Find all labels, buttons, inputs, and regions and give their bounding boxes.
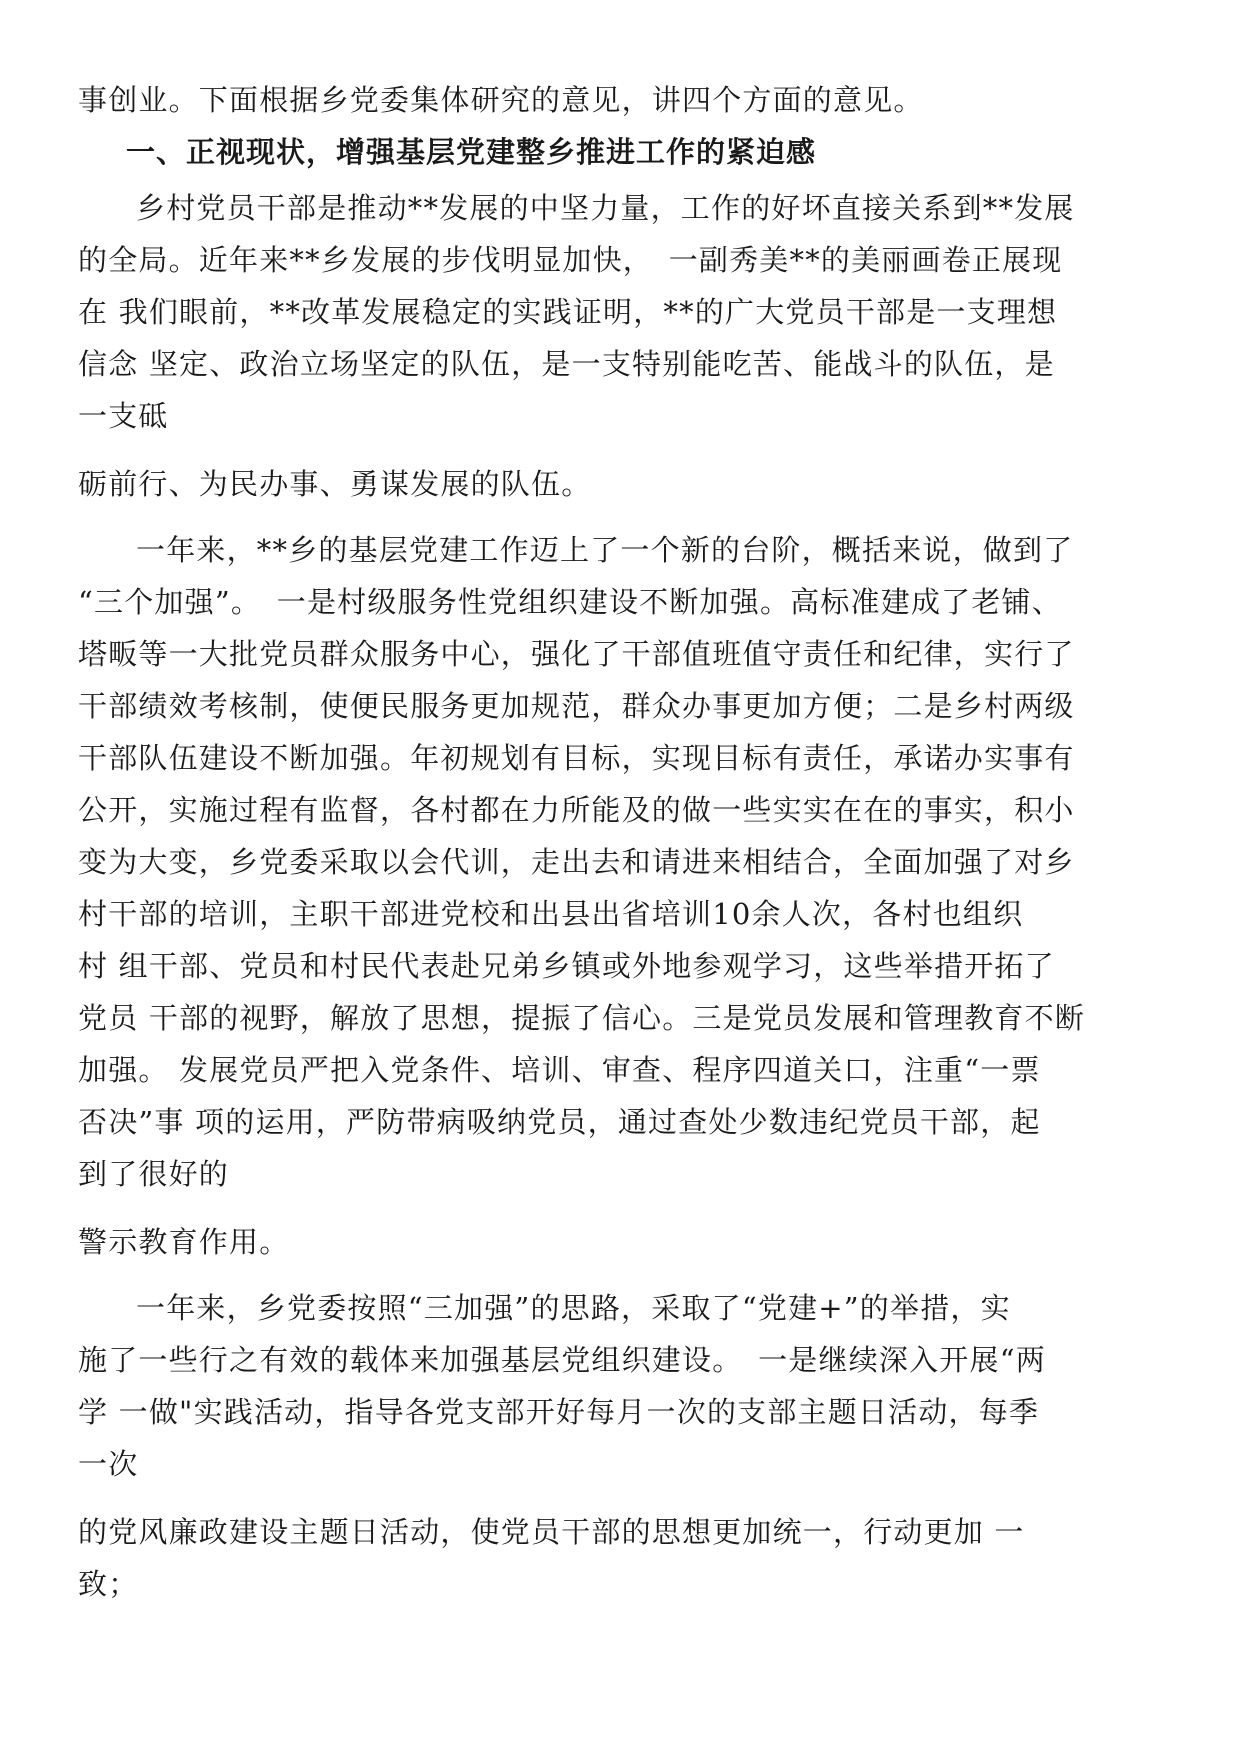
text-line: 塔畈等一大批党员群众服务中心，强化了干部值班值守责任和纪律，实行了 <box>78 637 1075 671</box>
text-line: 施了一些行之有效的载体来加强基层党组织建设。 一是继续深入开展“两 <box>78 1343 1046 1377</box>
text-line: 乡村党员干部是推动**发展的中坚力量，工作的好坏直接关系到**发展 <box>136 191 1075 225</box>
text-line: 信念 坚定、政治立场坚定的队伍，是一支特别能吃苦、能战斗的队伍，是 <box>78 347 1055 381</box>
text-line: 砺前行、为民办事、勇谋发展的队伍。 <box>78 467 592 501</box>
text-line: 公开，实施过程有监督，各村都在力所能及的做一些实实在在的事实，积小 <box>78 793 1075 827</box>
text-line: 警示教育作用。 <box>78 1225 290 1259</box>
text-line: 到了很好的 <box>78 1157 230 1191</box>
text-line: 一年来，**乡的基层党建工作迈上了一个新的台阶，概括来说，做到了 <box>136 533 1074 567</box>
text-line: 村干部的培训，主职干部进党校和出县出省培训10余人次，各村也组织 <box>78 897 1024 931</box>
text-line: 干部绩效考核制，使便民服务更加规范，群众办事更加方便；二是乡村两级 <box>78 689 1075 723</box>
text-line: 的全局。近年来**乡发展的步伐明显加快， 一副秀美**的美丽画卷正展现 <box>78 243 1063 277</box>
text-line: “三个加强”。 一是村级服务性党组织建设不断加强。高标准建成了老铺、 <box>78 585 1062 619</box>
text-line: 一支砥 <box>78 399 169 433</box>
text-line: 的党风廉政建设主题日活动，使党员干部的思想更加统一，行动更加 一 <box>78 1515 1025 1549</box>
text-line: 一年来，乡党委按照“三加强”的思路，采取了“党建+”的举措，实 <box>136 1291 1011 1325</box>
text-line: 党员 干部的视野，解放了思想，提振了信心。三是党员发展和管理教育不断 <box>78 1001 1086 1035</box>
text-line: 村 组干部、党员和村民代表赴兄弟乡镇或外地参观学习，这些举措开拓了 <box>78 949 1055 983</box>
text-line: 干部队伍建设不断加强。年初规划有目标，实现目标有责任，承诺办实事有 <box>78 741 1075 775</box>
text-line: 否决”事 项的运用，严防带病吸纳党员，通过查处少数违纪党员干部，起 <box>78 1105 1041 1139</box>
text-line: 在 我们眼前，**改革发展稳定的实践证明，**的广大党员干部是一支理想 <box>78 295 1058 329</box>
text-line: 学 一做"实践活动，指导各党支部开好每月一次的支部主题日活动，每季 <box>78 1395 1040 1429</box>
text-line: 变为大变，乡党委采取以会代训，走出去和请进来相结合，全面加强了对乡 <box>78 845 1075 879</box>
text-line: 致； <box>78 1567 139 1601</box>
text-line: 事创业。下面根据乡党委集体研究的意见，讲四个方面的意见。 <box>78 83 924 117</box>
text-line: 一次 <box>78 1447 139 1481</box>
text-line: 加强。 发展党员严把入党条件、培训、审查、程序四道关口，注重“一票 <box>78 1053 1041 1087</box>
section-heading: 一、正视现状，增强基层党建整乡推进工作的紧迫感 <box>126 135 817 169</box>
